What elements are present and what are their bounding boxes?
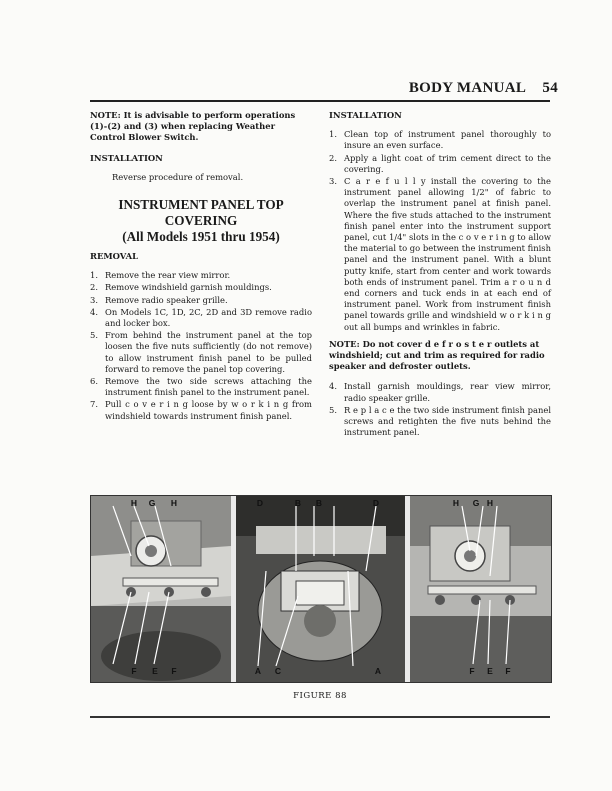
figure-88 bbox=[90, 495, 552, 683]
left-note: NOTE: It is advisable to perform operations (1)-(2) and (3) when replacing Weather Control Blower Switch. bbox=[90, 110, 296, 143]
figure-label-f: F bbox=[171, 666, 177, 676]
figure-label-d: D bbox=[256, 498, 264, 508]
removal-step: 6. Remove the two side screws attaching the instrument finish panel to the instrument panel. bbox=[90, 376, 312, 398]
removal-heading: REMOVAL bbox=[90, 251, 138, 262]
figure-label-d: D bbox=[372, 498, 380, 508]
section-title-line-2: COVERING bbox=[164, 213, 238, 229]
removal-step: 7. Pull c o v e r i n g loose by w o r k i n g from windshield towards instrument finish panel. bbox=[90, 399, 312, 421]
figure-photo-left bbox=[91, 496, 231, 682]
section-title-line-3: (All Models 1951 thru 1954) bbox=[122, 229, 280, 245]
figure-photo-right bbox=[410, 496, 551, 682]
page-number: 54 bbox=[542, 80, 558, 96]
header-rule bbox=[90, 100, 550, 102]
figure-label-h: H bbox=[452, 498, 460, 508]
removal-step: 4. On Models 1C, 1D, 2C, 2D and 3D remove radio and locker box. bbox=[90, 306, 312, 329]
right-note: NOTE: Do not cover d e f r o s t e r outlets at windshield; cut and trim as required for radio speaker and defroster outlets. bbox=[329, 338, 545, 372]
removal-step: 3. Remove radio speaker grille. bbox=[90, 294, 228, 305]
figure-label-b: B bbox=[294, 498, 302, 508]
installation-steps bbox=[329, 129, 551, 333]
figure-label-f: F bbox=[505, 666, 511, 676]
manual-title: BODY MANUAL bbox=[408, 80, 527, 96]
right-column bbox=[329, 110, 551, 444]
figure-label-g: G bbox=[472, 498, 480, 508]
left-column bbox=[90, 110, 312, 428]
removal-step: 5. From behind the instrument panel at the top loosen the five nuts sufficiently (do not remove) to allow instrument finish panel to be pulled forward to remove the panel top covering. bbox=[90, 330, 312, 374]
figure-label-f: F bbox=[131, 666, 137, 676]
installation-step: 5. R e p l a c e the two side instrument finish panel screws and retighten the five nuts behind the instrument panel. bbox=[329, 404, 551, 438]
removal-step: 1. Remove the rear view mirror. bbox=[90, 270, 231, 281]
left-installation-text: Reverse procedure of removal. bbox=[112, 171, 244, 182]
figure-label-e: E bbox=[487, 666, 493, 676]
installation-step: 1. Clean top of instrument panel thoroughly to insure an even surface. bbox=[329, 129, 551, 151]
figure-label-a: A bbox=[254, 666, 262, 676]
section-title bbox=[90, 197, 312, 245]
figure-label-g: G bbox=[148, 498, 156, 508]
figure-label-a: A bbox=[374, 666, 382, 676]
section-title-line-1: INSTRUMENT PANEL TOP bbox=[118, 197, 284, 213]
figure-label-c: C bbox=[274, 666, 282, 676]
figure-caption: FIGURE 88 bbox=[293, 691, 347, 701]
figure-label-h: H bbox=[486, 498, 494, 508]
figure-label-h: H bbox=[170, 498, 178, 508]
installation-step: 3. C a r e f u l l y install the covering to the instrument panel allowing 1/2" of fabric to overlap the instrument panel at finish panel. Where the five studs attached to the instrument finish panel enter into the instrument support panel, cut 1/4" slots in the c o v e r i n g to allow the material to go between the instrument finish panel and the instrument panel. With a blunt putty knife, start from center and work towards both ends of instrument panel. Trim a r o u n d end corners and tuck ends in at each end of instrument panel. Work from instrument finish panel towards grille and windshield w o r k i n g out all bumps and wrinkles in fabric. bbox=[329, 176, 551, 332]
figure-label-h: H bbox=[130, 498, 138, 508]
figure-label-f: F bbox=[469, 666, 475, 676]
installation-steps-continued bbox=[329, 381, 551, 438]
figure-photo-center bbox=[236, 496, 405, 682]
figure-label-b: B bbox=[315, 498, 323, 508]
page-header bbox=[388, 80, 558, 97]
removal-steps bbox=[90, 270, 312, 422]
installation-step: 2. Apply a light coat of trim cement direct to the covering. bbox=[329, 152, 551, 174]
right-installation-heading: INSTALLATION bbox=[329, 110, 402, 120]
removal-step: 2. Remove windshield garnish mouldings. bbox=[90, 282, 272, 293]
left-installation-heading: INSTALLATION bbox=[90, 152, 163, 163]
installation-step: 4. Install garnish mouldings, rear view mirror, radio speaker grille. bbox=[329, 381, 551, 403]
figure-label-e: E bbox=[152, 666, 158, 676]
footer-rule bbox=[90, 716, 550, 718]
